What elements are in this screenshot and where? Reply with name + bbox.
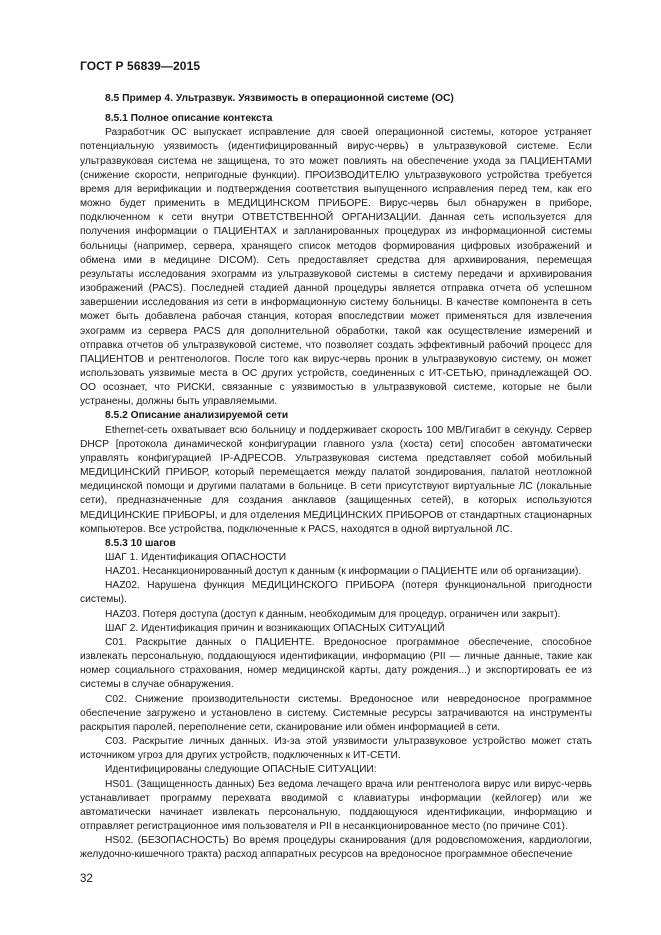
page-number: 32: [80, 873, 93, 885]
document-body: [80, 92, 592, 862]
hazardous-situations-intro: Идентифицированы следующие ОПАСНЫЕ СИТУАЦИИ:: [105, 764, 377, 776]
step-1-heading: ШАГ 1. Идентификация ОПАСНОСТИ: [105, 552, 287, 563]
network-paragraph: Ethernet-сеть охватывает всю больницу и поддерживает скорость 100 МВ/Гигабит в секунду. Сервер DHCP [протокола динамической конфигурации главного узла (хоста) сети] способен автоматически управлять конфигурацией IP-АДРЕСОВ. Ультразвуковая система представляет собой мобильный МЕДИЦИНСКИЙ ПРИБОР, который перемещается между палатой зондирования, палатой неотложной медицинской помощи и другими палатами в больнице. В сети присутствуют виртуальные ЛС (локальные сети), предназначенные для создания анклавов (защищенных сетей), в которых используются МЕДИЦИНСКИЕ ПРИБОРЫ, и для отделения МЕДИЦИНСКИХ ПРИБОРОВ от стандартных стационарных компьютеров. Все устройства, подключенные к PACS, находятся в одной виртуальной ЛС.: [80, 424, 592, 535]
hazardous-situation-hs01: HS01. (Защищенность данных) Без ведома лечащего врача или рентгенолога вирус или вирус-червь устанавливает программу перехвата вводимой с клавиатуры информации (кейлогер) или же автоматически начинает извлекать персональную, поддающуюся идентификации, информацию и отправляет регистрационное имя пользователя и PII в несанкционированное место (по причине C01).: [80, 778, 592, 832]
subsection-heading-8-5-1: 8.5.1 Полное описание контекста: [105, 113, 273, 125]
hazard-haz02: HAZ02. Нарушена функция МЕДИЦИНСКОГО ПРИБОРА (потеря функциональной пригодности системы).: [80, 580, 592, 606]
cause-c02: C02. Снижение производительности системы. Вредоносное или невредоносное программное обеспечение загружено и установлено в систему. Системные ресурсы затрачиваются на инструменты раскрытия паролей, переполнение сети, сканирование или обмен информацией в сети.: [80, 693, 592, 733]
hazard-haz03: HAZ03. Потеря доступа (доступ к данным, необходимым для процедур, ограничен или закрыт).: [105, 608, 561, 620]
context-paragraph: Разработчик ОС выпускает исправление для своей операционной системы, которое устраняет потенциальную уязвимость (идентифицированный вирус-червь) в ультразвуковой системе. Если ультразвуковая система не защищена, то это может повлиять на обеспечение ухода за ПАЦИЕНТАМИ (снижение скорости, непригодные функции). ПРОИЗВОДИТЕЛЮ ультразвукового устройства требуется время для верификации и подтверждения соответствия выпущенного исправления перед тем, как его можно будет применить в МЕДИЦИНСКОМ ПРИБОРЕ. Вирус-червь был обнаружен в приборе, подключенном к сети внутри ОТВЕТСТВЕННОЙ ОРГАНИЗАЦИИ. Данная сеть используется для получения информации о ПАЦИЕНТАХ и запланированных процедурах из информационной системы больницы (например, сервера, хранящего список методов формирования цифровых изображений и обмена ими в медицине DICOM). Сеть предоставляет средства для архивирования, перемещая результаты исследования эхограмм из ультразвуковой системы в систему передачи и архивирования изображений (PACS). Последней стадией данной процедуры является отправка отчета об успешном завершении исследования из сети в информационную систему больницы. В качестве компонента в сеть может быть добавлена рабочая станция, которая впоследствии может применяться для извлечения эхограмм из сервера PACS для дополнительной обработки, такой как осуществление измерений и отправка отчетов об ультразвуковой системе, что позволяет создать эффективный рабочий процесс для ПАЦИЕНТОВ и рентгенологов. После того как вирус-червь проник в ультразвуковую систему, он может использовать уязвимые места в ОС других устройств, соединенных с ИТ-СЕТЬЮ, принадлежащей ОО. ОО осознает, что РИСКИ, связанные с уязвимостью в ультразвуковой системе, которые не были устранены, должны быть управляемыми.: [80, 127, 592, 408]
cause-c01: C01. Раскрытие данных о ПАЦИЕНТЕ. Вредоносное программное обеспечение, способное извлекать персональную, поддающуюся идентификации, информацию (PII — личные данные, такие как номер социального страхования, номер медицинской карты, дату рождения...) и экспортировать ее из системы в случае обнаружения.: [80, 636, 592, 691]
cause-c03: C03. Раскрытие личных данных. Из-за этой уязвимости ультразвуковое устройство может стать источником угроз для других устройств, подключенных к ИТ-СЕТИ.: [80, 736, 592, 762]
standard-number: ГОСТ Р 56839—2015: [80, 59, 201, 73]
subsection-heading-8-5-3: 8.5.3 10 шагов: [105, 537, 176, 549]
step-2-heading: ШАГ 2. Идентификация причин и возникающих ОПАСНЫХ СИТУАЦИЙ: [105, 622, 445, 634]
hazard-haz01: HAZ01. Несанкционированный доступ к данным (к информации о ПАЦИЕНТЕ или об организации).: [105, 566, 582, 578]
section-heading-8-5: 8.5 Пример 4. Ультразвук. Уязвимость в операционной системе (ОС): [105, 93, 454, 104]
hazardous-situation-hs02: HS02. (БЕЗОПАСНОСТЬ) Во время процедуры сканирования (для родовспоможения, кардиологии, желудочно-кишечного тракта) расход аппаратных ресурсов на вредоносное программное обеспечение: [80, 835, 592, 861]
subsection-heading-8-5-2: 8.5.2 Описание анализируемой сети: [105, 410, 289, 422]
